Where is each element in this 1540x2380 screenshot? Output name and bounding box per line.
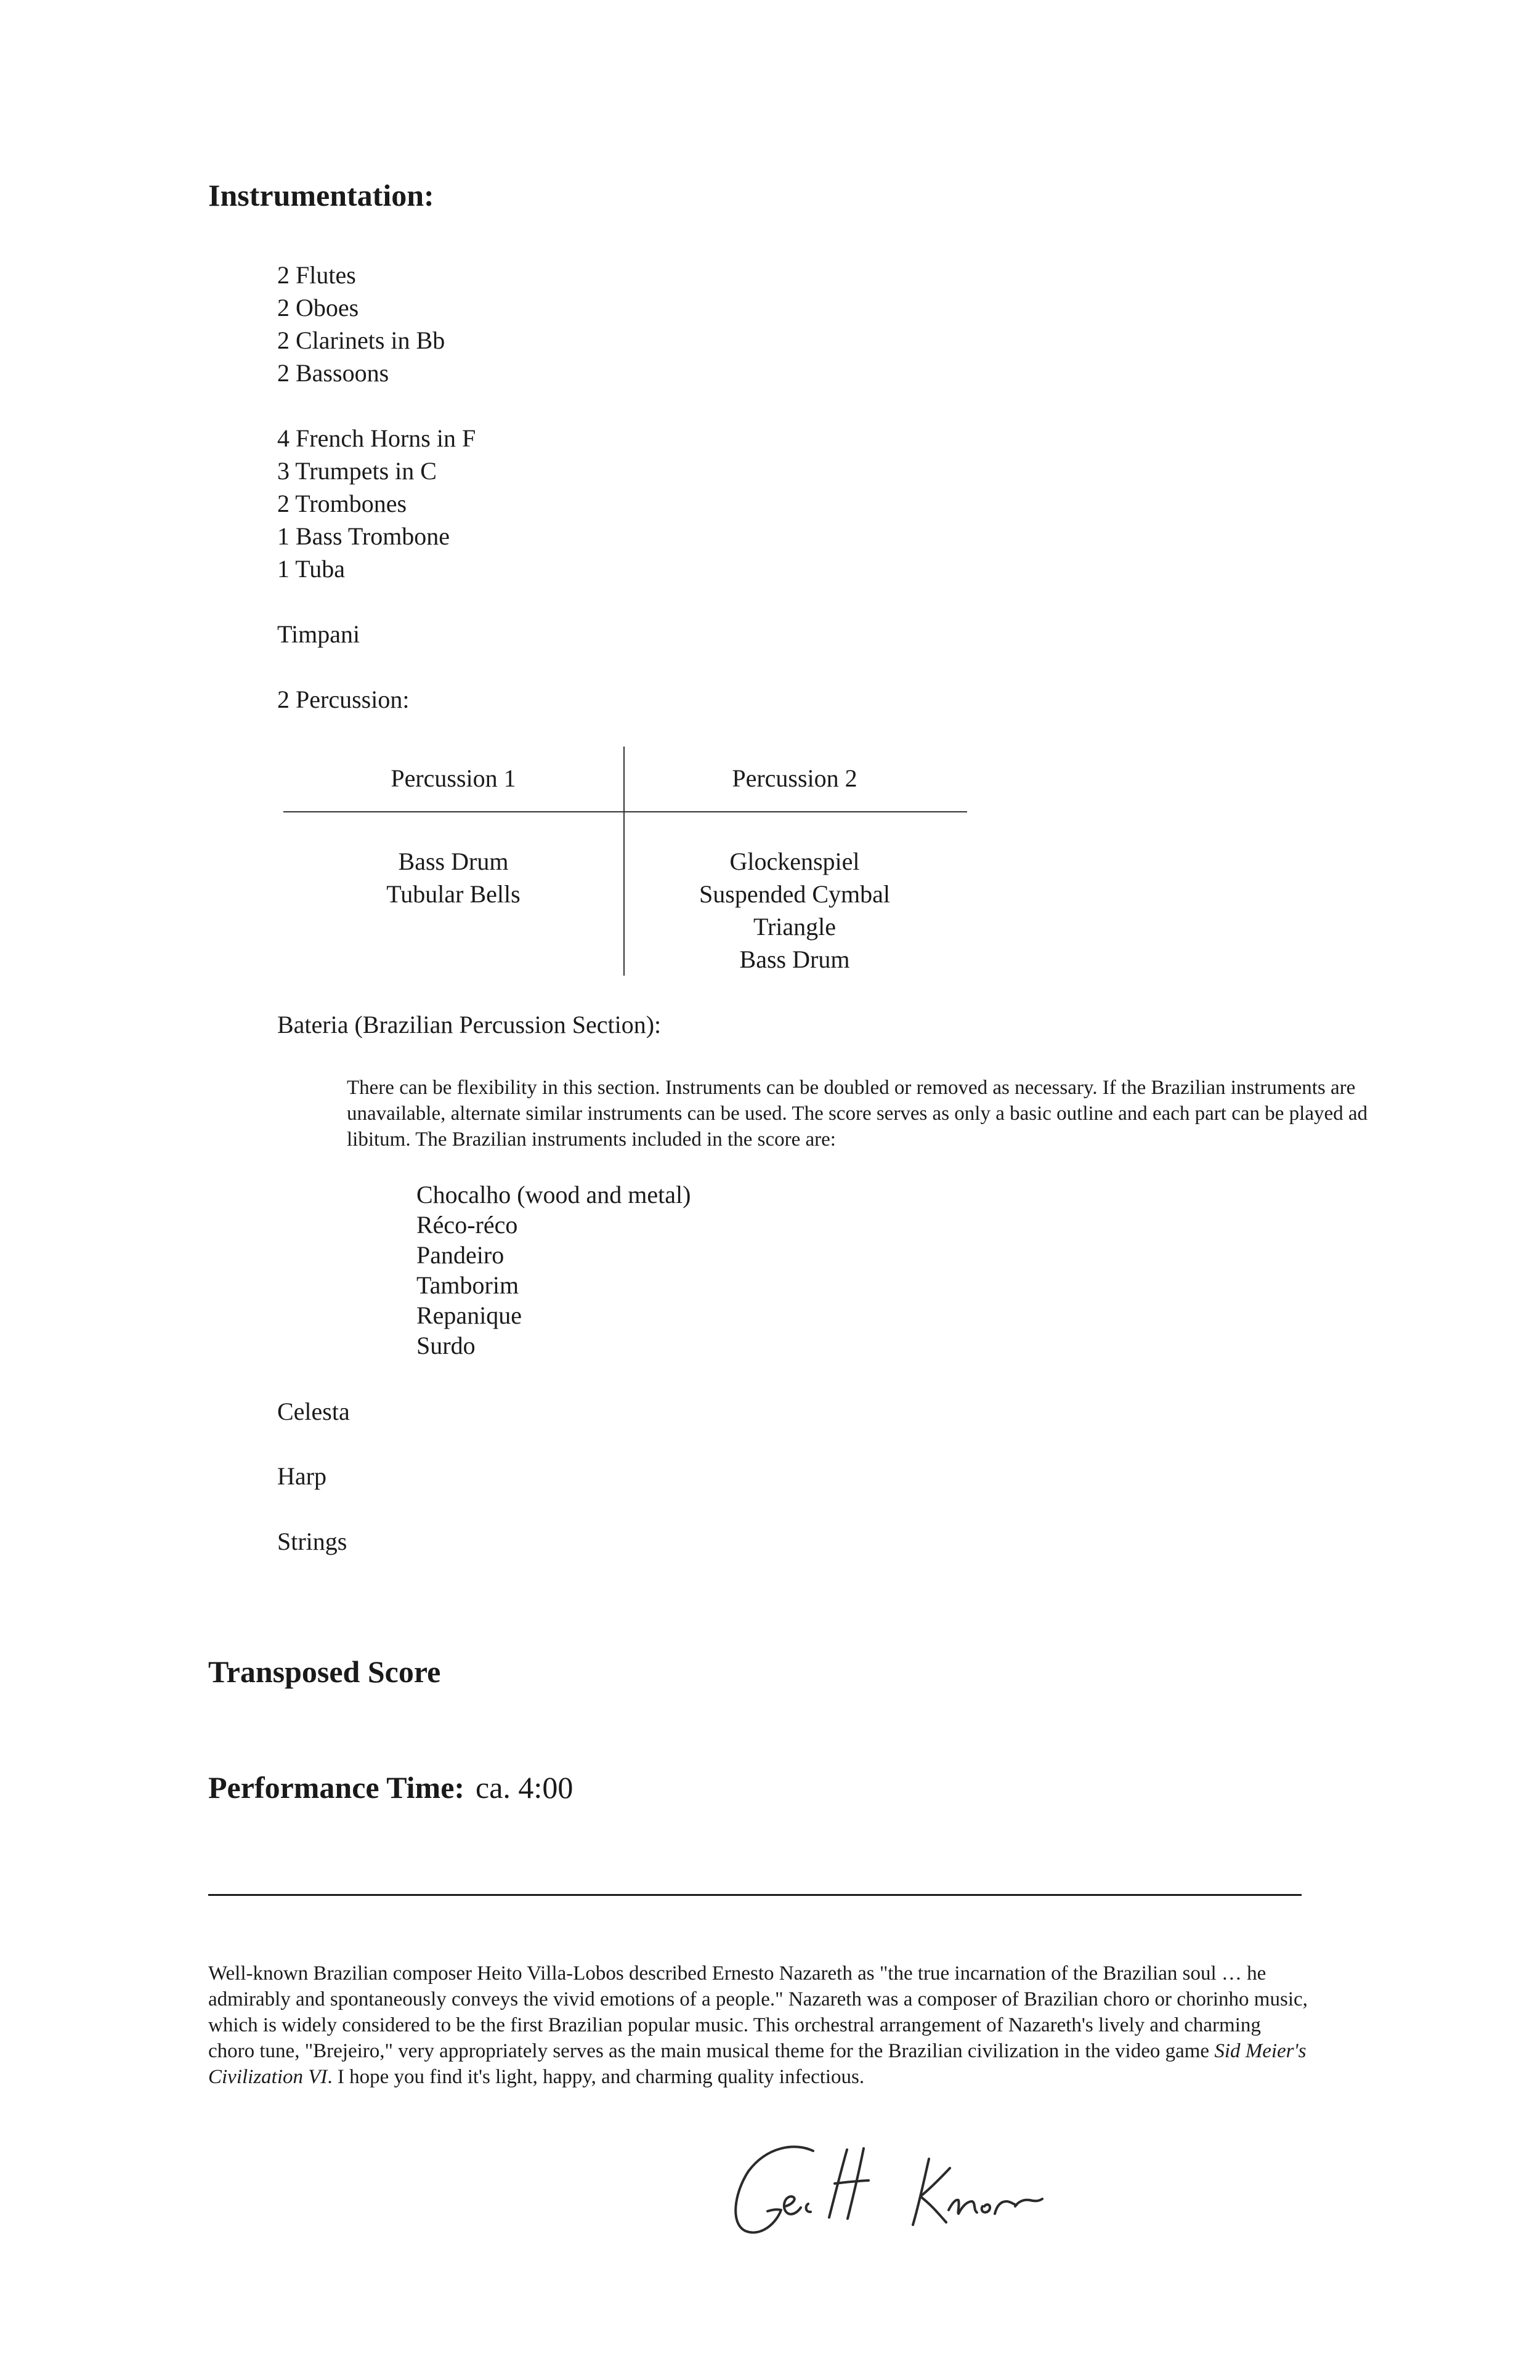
instrumentation-heading: Instrumentation:	[208, 178, 434, 212]
signature	[721, 2137, 1053, 2245]
list-item: Repanique	[416, 1301, 522, 1329]
list-item-strings: Strings	[277, 1528, 347, 1555]
list-item: 3 Trumpets in C	[277, 457, 437, 485]
list-item: Pandeiro	[416, 1241, 505, 1269]
list-item: Réco-réco	[416, 1211, 518, 1239]
list-item: Bass Drum	[739, 945, 850, 973]
list-item: Triangle	[753, 913, 837, 941]
bateria-label: Bateria (Brazilian Percussion Section):	[277, 1011, 662, 1038]
list-item: 2 Flutes	[277, 261, 356, 289]
program-note-text-end: . I hope you find it's light, happy, and charming quality infectious.	[327, 2066, 865, 2088]
bateria-note: There can be flexibility in this section. Instruments can be doubled or removed as necessary. If the Brazilian instruments are unavailable, alternate similar instruments can be used. The score serves as only a basic outline and each part can be played ad libitum. The Brazilian instruments included in the score are:	[347, 1077, 1368, 1151]
percussion-label: 2 Percussion:	[277, 686, 410, 713]
performance-time-value: ca. 4:00	[476, 1770, 573, 1805]
list-item: Glockenspiel	[729, 848, 860, 875]
list-item: Tamborim	[416, 1271, 519, 1299]
list-item: 1 Bass Trombone	[277, 522, 450, 550]
program-note	[208, 1961, 1311, 2090]
list-item: Suspended Cymbal	[699, 880, 890, 908]
list-item: Tubular Bells	[386, 880, 521, 908]
percussion-table	[283, 747, 967, 976]
list-item: 2 Clarinets in Bb	[277, 326, 445, 354]
performance-time	[208, 1770, 573, 1805]
game-title: Sid Meier's Civilization VI	[208, 2040, 1307, 2088]
list-item: 4 French Horns in F	[277, 424, 476, 452]
percussion-1-header: Percussion 1	[391, 764, 516, 792]
percussion-1-items	[283, 845, 623, 910]
list-item-harp: Harp	[277, 1462, 326, 1490]
instrument-list	[277, 259, 476, 716]
list-item-timpani: Timpani	[277, 620, 360, 648]
performance-time-label: Performance Time:	[208, 1770, 465, 1805]
list-item-celesta: Celesta	[277, 1398, 350, 1425]
list-item: 1 Tuba	[277, 555, 346, 583]
list-item: 2 Oboes	[277, 294, 359, 322]
table-divider-horizontal	[283, 811, 967, 812]
list-item: 2 Trombones	[277, 490, 407, 517]
list-item: Bass Drum	[398, 848, 509, 875]
transposed-score-heading: Transposed Score	[208, 1654, 441, 1689]
list-item: 2 Bassoons	[277, 359, 389, 387]
section-divider	[208, 1894, 1302, 1896]
list-item: Surdo	[416, 1332, 476, 1359]
program-note-text: Well-known Brazilian composer Heito Villa-Lobos described Ernesto Nazareth as "the true incarnation of the Brazilian soul … he admirably and spontaneously conveys the vivid emotions of a people." Nazareth was a composer of Brazilian choro or chorinho music, which is widely considered to be the first Brazilian popular music. This orchestral arrangement of Nazareth's lively and charming choro tune, "Brejeiro," very appropriately serves as the main musical theme for the Brazilian civilization in the video game	[208, 1962, 1308, 2062]
list-item: Chocalho (wood and metal)	[416, 1181, 691, 1208]
bateria-list	[416, 1180, 691, 1361]
percussion-2-items	[625, 845, 965, 976]
percussion-2-header: Percussion 2	[732, 764, 857, 792]
